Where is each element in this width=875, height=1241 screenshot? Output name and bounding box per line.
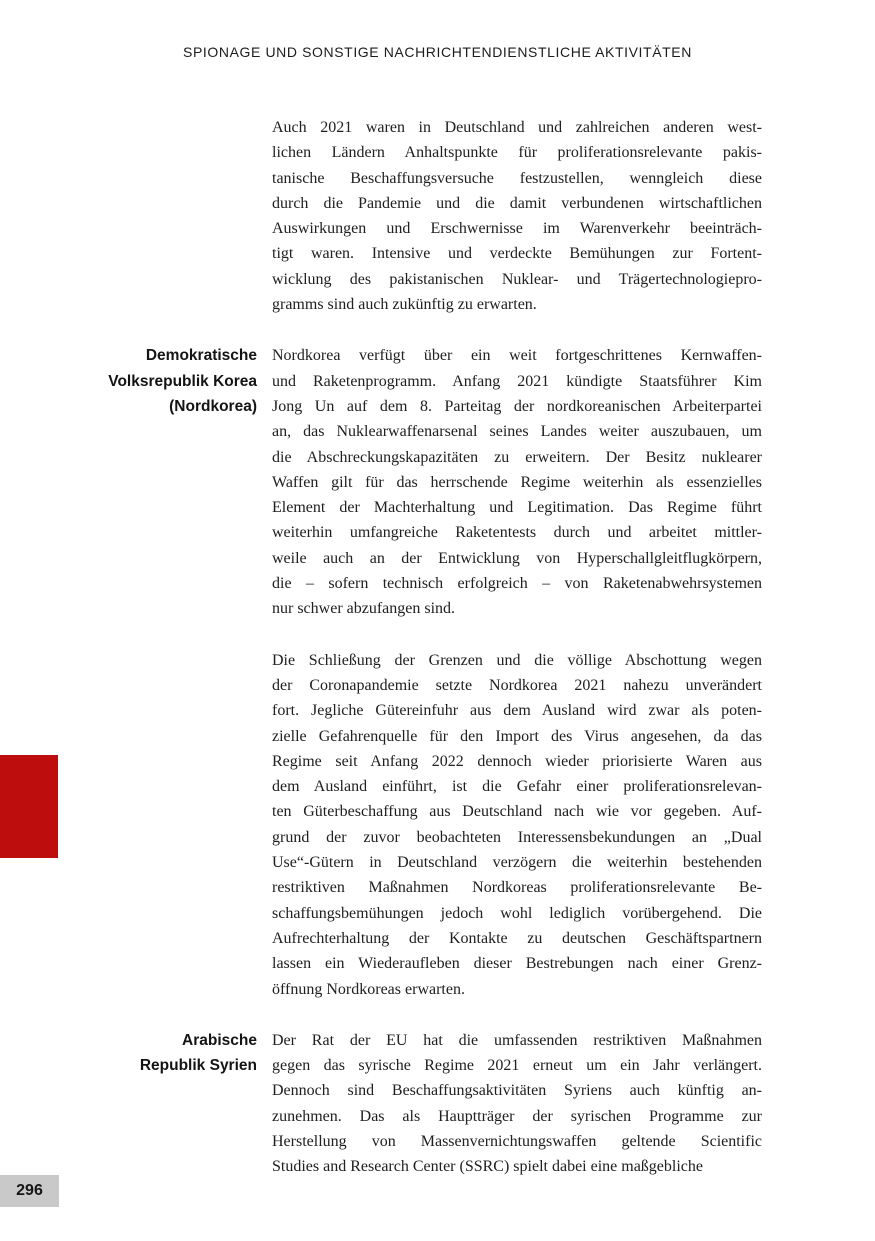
paragraph-line: der Coronapandemie setzte Nordkorea 2021 nahezu unverändert bbox=[272, 676, 762, 694]
paragraph-line: Use“-Gütern in Deutschland verzögern die weiterhin bestehenden bbox=[272, 854, 762, 872]
paragraph-line: schaffungsbemühungen jedoch wohl lediglich vorübergehend. Die bbox=[272, 904, 762, 922]
paragraph-line: Jong Un auf dem 8. Parteitag der nordkoreanischen Arbeiterpartei bbox=[272, 397, 762, 415]
paragraph-line: zielle Gefahrenquelle für den Import des Virus angesehen, da das bbox=[272, 727, 762, 745]
paragraph-line: dem Ausland einführt, ist die Gefahr einer proliferationsrelevan- bbox=[272, 778, 762, 796]
paragraph bbox=[272, 343, 762, 621]
running-header: SPIONAGE UND SONSTIGE NACHRICHTENDIENSTLICHE AKTIVITÄTEN bbox=[183, 44, 692, 60]
paragraph-line: gramms sind auch zukünftig zu erwarten. bbox=[272, 296, 537, 314]
page-number: 296 bbox=[16, 1182, 43, 1199]
paragraph-line: ten Güterbeschaffung aus Deutschland nach wie vor gegeben. Auf- bbox=[272, 803, 762, 821]
content-block bbox=[0, 343, 762, 621]
paragraph-line: tigt waren. Intensive und verdeckte Bemühungen zur Fortent- bbox=[272, 245, 762, 263]
margin-label bbox=[0, 1028, 257, 1079]
red-margin-marker bbox=[0, 755, 58, 858]
paragraph-line: die – sofern technisch erfolgreich – von Raketenabwehrsystemen bbox=[272, 575, 762, 593]
paragraph-line: lichen Ländern Anhaltspunkte für proliferationsrelevante pakis- bbox=[272, 144, 762, 162]
paragraph-line: fort. Jegliche Gütereinfuhr aus dem Ausland wird zwar als poten- bbox=[272, 702, 762, 720]
margin-label-line: Volksrepublik Korea bbox=[108, 372, 257, 390]
margin-label-line: Arabische bbox=[182, 1031, 257, 1049]
margin-label bbox=[0, 343, 257, 419]
content-block bbox=[0, 115, 762, 317]
margin-label-line: Demokratische bbox=[145, 347, 257, 365]
paragraph-line: zunehmen. Das als Hauptträger der syrischen Programme zur bbox=[272, 1107, 762, 1125]
paragraph-line: die Abschreckungskapazitäten zu erweitern. Der Besitz nuklearer bbox=[272, 448, 762, 466]
paragraph-line: Auch 2021 waren in Deutschland und zahlreichen anderen west- bbox=[272, 119, 762, 136]
page-number-badge bbox=[0, 1175, 59, 1207]
paragraph bbox=[272, 1028, 762, 1180]
paragraph-line: Herstellung von Massenvernichtungswaffen geltende Scientific bbox=[272, 1132, 762, 1150]
paragraph-line: Die Schließung der Grenzen und die völlige Abschottung wegen bbox=[272, 651, 762, 669]
paragraph-line: und Raketenprogramm. Anfang 2021 kündigte Staatsführer Kim bbox=[272, 372, 762, 390]
paragraph-line: gegen das syrische Regime 2021 erneut um ein Jahr verlängert. bbox=[272, 1057, 762, 1075]
paragraph-line: Waffen gilt für das herrschende Regime weiterhin als essenzielles bbox=[272, 473, 762, 491]
paragraph-line: an, das Nuklearwaffenarsenal seines Landes weiter auszubauen, um bbox=[272, 423, 762, 441]
margin-label-line: Republik Syrien bbox=[139, 1057, 257, 1075]
paragraph-line: weile auch an der Entwicklung von Hyperschallgleitflugkörpern, bbox=[272, 549, 762, 567]
margin-label-line: (Nordkorea) bbox=[169, 397, 257, 415]
paragraph-line: durch die Pandemie und die damit verbundenen wirtschaftlichen bbox=[272, 194, 762, 212]
paragraph-line: Nordkorea verfügt über ein weit fortgeschrittenes Kernwaffen- bbox=[272, 347, 762, 365]
paragraph-line: wicklung des pakistanischen Nuklear- und Trägertechnologiepro- bbox=[272, 270, 762, 288]
content-area bbox=[0, 115, 762, 1180]
paragraph bbox=[272, 648, 762, 1002]
paragraph-line: Dennoch sind Beschaffungsaktivitäten Syriens auch künftig an- bbox=[272, 1082, 762, 1100]
paragraph bbox=[272, 115, 762, 317]
paragraph-line: Regime seit Anfang 2022 dennoch wieder priorisierte Waren aus bbox=[272, 752, 762, 770]
paragraph-line: restriktiven Maßnahmen Nordkoreas proliferationsrelevante Be- bbox=[272, 879, 762, 897]
paragraph-line: Auswirkungen und Erschwernisse im Warenverkehr beeinträch- bbox=[272, 220, 762, 238]
paragraph-line: Studies and Research Center (SSRC) spielt dabei eine maßgebliche bbox=[272, 1158, 703, 1176]
paragraph-line: Aufrechterhaltung der Kontakte zu deutschen Geschäftspartnern bbox=[272, 929, 762, 947]
paragraph-line: nur schwer abzufangen sind. bbox=[272, 600, 456, 618]
paragraph-line: Element der Machterhaltung und Legitimation. Das Regime führt bbox=[272, 499, 762, 517]
paragraph-line: Der Rat der EU hat die umfassenden restriktiven Maßnahmen bbox=[272, 1031, 762, 1049]
paragraph-line: weiterhin umfangreiche Raketentests durch und arbeitet mittler- bbox=[272, 524, 762, 542]
paragraph-line: grund der zuvor beobachteten Interessensbekundungen an „Dual bbox=[272, 828, 762, 846]
paragraph-line: öffnung Nordkoreas erwarten. bbox=[272, 980, 465, 998]
paragraph-line: lassen ein Wiederaufleben dieser Bestrebungen nach einer Grenz- bbox=[272, 955, 762, 973]
paragraph-line: tanische Beschaffungsversuche festzustellen, wenngleich diese bbox=[272, 169, 762, 187]
content-block bbox=[0, 648, 762, 1002]
content-block bbox=[0, 1028, 762, 1180]
